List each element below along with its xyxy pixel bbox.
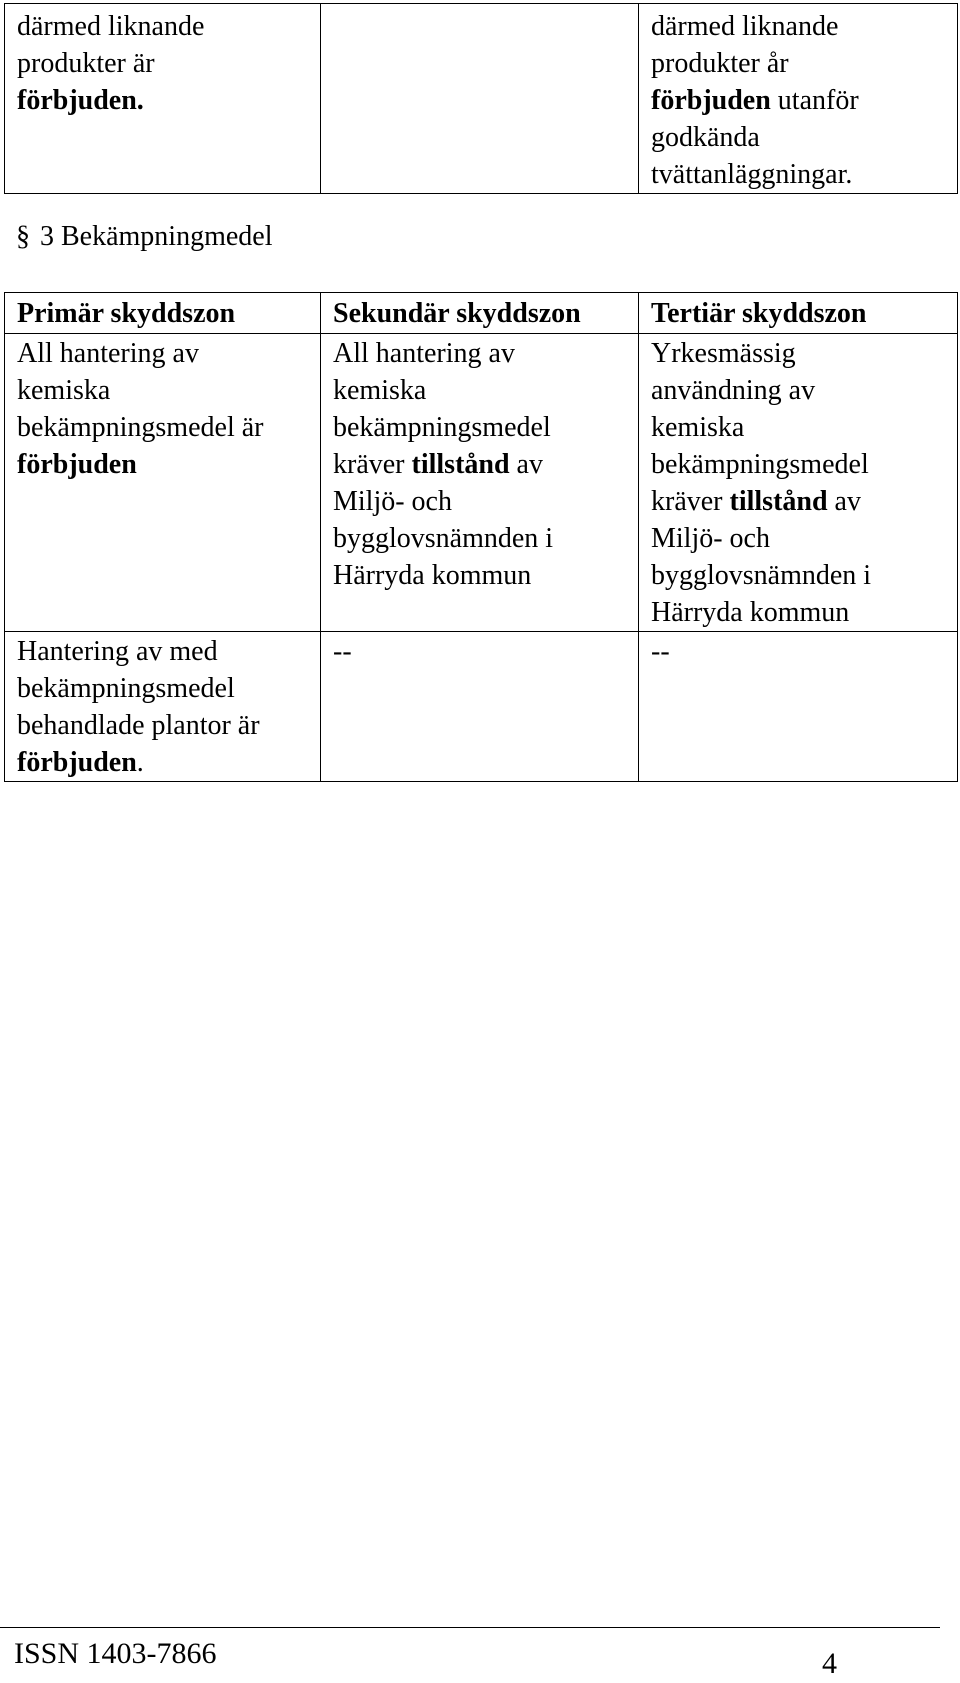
- text-line: kemiska: [651, 412, 745, 443]
- cell-primary-chemicals: [5, 334, 321, 632]
- cell-tertiary-chemicals: [639, 334, 958, 632]
- text-line: All hantering av: [17, 338, 199, 369]
- text-span: utanför: [770, 85, 859, 116]
- top-cell-secondary: [321, 4, 639, 194]
- section-heading: [16, 218, 273, 255]
- footer-issn: ISSN 1403-7866: [14, 1637, 217, 1670]
- text-line: bekämpningsmedel: [17, 673, 235, 704]
- text-span: kräver: [333, 449, 412, 480]
- text-line: produkter år: [651, 48, 789, 79]
- protection-zone-table: [4, 292, 958, 782]
- bold-text: förbjuden: [651, 85, 771, 116]
- text-span: kräver: [651, 486, 730, 517]
- text-line: Härryda kommun: [333, 560, 532, 591]
- text-line: tvättanläggningar.: [651, 159, 853, 190]
- text-span: .: [136, 747, 144, 778]
- text-line: godkända: [651, 122, 760, 153]
- text-line: Yrkesmässig: [651, 338, 796, 369]
- bold-text: förbjuden: [17, 747, 137, 778]
- header-tertiary-zone: Tertiär skyddszon: [639, 293, 958, 334]
- text-line: kemiska: [17, 375, 111, 406]
- header-secondary-zone: Sekundär skyddszon: [321, 293, 639, 334]
- footer-divider: [0, 1627, 940, 1628]
- text-line: därmed liknande: [17, 11, 205, 42]
- text-line: bekämpningsmedel: [651, 449, 869, 480]
- cell-tertiary-treated-plants: --: [639, 632, 958, 782]
- text-span: av: [509, 449, 543, 480]
- page-number: 4: [822, 1647, 837, 1680]
- text-line: användning av: [651, 375, 816, 406]
- text-line: Miljö- och: [333, 486, 452, 517]
- cell-secondary-treated-plants: --: [321, 632, 639, 782]
- top-cell-tertiary: [639, 4, 958, 194]
- text-line: bekämpningsmedel är: [17, 412, 264, 443]
- text-line: Miljö- och: [651, 523, 770, 554]
- top-continuation-table: [4, 3, 958, 194]
- top-cell-primary: [5, 4, 321, 194]
- text-line: produkter är: [17, 48, 155, 79]
- cell-primary-treated-plants: [5, 632, 321, 782]
- bold-text: tillstånd: [729, 486, 828, 517]
- text-line: kemiska: [333, 375, 427, 406]
- text-line: därmed liknande: [651, 11, 839, 42]
- text-span: av: [827, 486, 861, 517]
- text-line: Härryda kommun: [651, 597, 850, 628]
- text-line: behandlade plantor är: [17, 710, 260, 741]
- text-line: All hantering av: [333, 338, 515, 369]
- header-primary-zone: Primär skyddszon: [5, 293, 321, 334]
- text-line: bygglovsnämnden i: [333, 523, 554, 554]
- text-line: bygglovsnämnden i: [651, 560, 872, 591]
- text-line: Hantering av med: [17, 636, 218, 667]
- section-symbol: §: [16, 221, 30, 252]
- bold-text: tillstånd: [411, 449, 510, 480]
- bold-text: förbjuden: [17, 449, 137, 480]
- bold-text: förbjuden.: [17, 85, 144, 116]
- section-title: 3 Bekämpningmedel: [40, 221, 273, 252]
- text-line: bekämpningsmedel: [333, 412, 551, 443]
- cell-secondary-chemicals: [321, 334, 639, 632]
